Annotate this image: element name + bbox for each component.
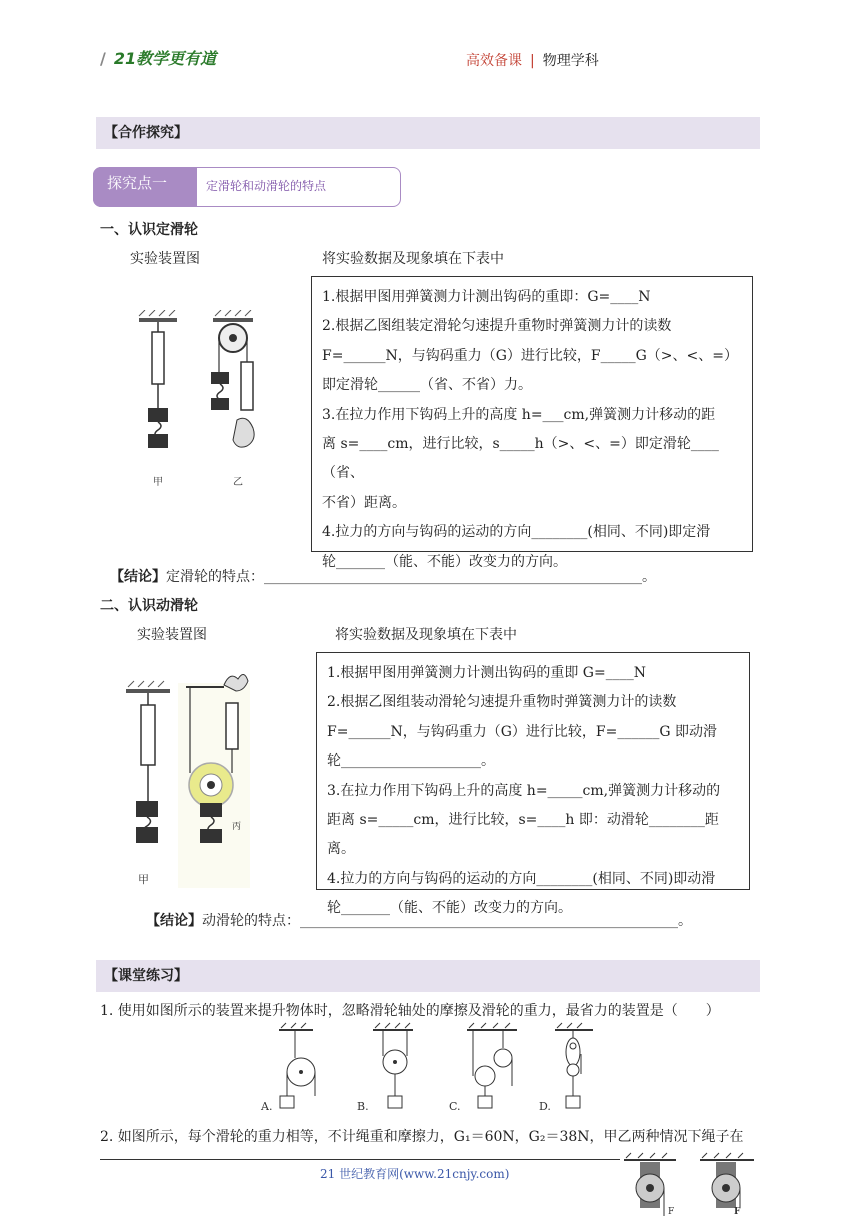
part2-conclusion-label: 【结论】 — [146, 913, 202, 929]
header-right-tag: 物理学科 — [542, 53, 599, 69]
part1-line-9: 轮_______（能、不能）改变力的方向。 — [322, 553, 567, 570]
question-2: 2. 如图所示，每个滑轮的重力相等，不计绳重和摩擦力，G₁＝60N，G₂＝38N，甲乙两种情况下绳子在 — [100, 1129, 744, 1145]
part2-line-1: 1.根据甲图用弹簧测力计测出钩码的重即 G=____N — [327, 665, 646, 681]
logo-text: 21教学更有道 — [113, 49, 217, 68]
explore-point-label: 探究点一 — [93, 167, 197, 207]
part1-line-1: 1.根据甲图用弹簧测力计测出钩码的重即：G=____N — [322, 289, 651, 305]
header-tags — [466, 50, 599, 70]
fig2-jia-apparatus — [126, 681, 170, 843]
part2-line-4: 轮____________________。 — [327, 753, 495, 770]
part2-data-box — [316, 652, 750, 917]
q1-option-b: B. — [357, 1100, 369, 1113]
part1-line-5: 3.在拉力作用下钩码上升的高度 h=___cm,弹簧测力计移动的距 — [322, 406, 716, 423]
section-band-practice: 【课堂练习】 — [96, 960, 760, 992]
q1-option-a-apparatus — [279, 1023, 315, 1108]
part1-line-2: 2.根据乙图组装定滑轮匀速提升重物时弹簧测力计的读数 — [322, 318, 672, 335]
fig1-jia-apparatus — [139, 310, 177, 448]
part1-heading: 一、认识定滑轮 — [100, 222, 198, 238]
part1-left-label: 实验装置图 — [130, 251, 200, 267]
q1-option-c-apparatus — [467, 1023, 517, 1108]
part2-line-6: 距离 s=_____cm，进行比较，s=____h 即：动滑轮________距离。 — [327, 812, 719, 858]
fig2-label-jia: 甲 — [138, 873, 149, 886]
footer-text: 21 世纪教育网(www.21cnjy.com) — [320, 1167, 510, 1181]
part1-right-label: 将实验数据及现象填在下表中 — [322, 251, 504, 267]
part2-heading: 二、认识动滑轮 — [100, 598, 198, 614]
part2-line-5: 3.在拉力作用下钩码上升的高度 h=_____cm,弹簧测力计移动的 — [327, 782, 721, 799]
q1-option-c: C. — [449, 1100, 461, 1113]
question-2-figures — [620, 1152, 770, 1216]
part2-line-3: F=______N，与钩码重力（G）进行比较，F=______G 即动滑 — [327, 723, 717, 740]
logo-slash: / — [100, 49, 106, 68]
part1-line-4: 即定滑轮______（省、不省）力。 — [322, 377, 532, 394]
part2-conclusion-text: 动滑轮的特点：______________________________________________________。 — [202, 913, 692, 929]
logo — [100, 46, 216, 69]
header-separator: | — [530, 53, 535, 69]
q1-option-b-apparatus — [373, 1023, 413, 1108]
part1-conclusion-label: 【结论】 — [110, 569, 166, 585]
part1-data-box — [311, 276, 753, 570]
part2-line-7: 4.拉力的方向与钩码的运动的方向________(相同、不同)即动滑 — [327, 870, 716, 887]
question-1-figures — [255, 1022, 605, 1114]
section-band-cooperation: 【合作探究】 — [96, 117, 760, 149]
movable-pulley-figure — [120, 665, 270, 890]
explore-point-subtitle: 定滑轮和动滑轮的特点 — [206, 179, 327, 193]
part2-left-label: 实验装置图 — [137, 627, 207, 643]
part1-conclusion — [110, 566, 656, 586]
explore-point-tag — [93, 167, 401, 207]
q1-option-a: A. — [261, 1100, 273, 1113]
q1-option-d: D. — [539, 1100, 551, 1113]
q1-option-d-apparatus — [555, 1023, 593, 1108]
question-1: 1. 使用如图所示的装置来提升物体时，忽略滑轮轴处的摩擦及滑轮的重力，最省力的装置是（ ） — [100, 1003, 720, 1019]
part2-line-8: 轮_______（能、不能）改变力的方向。 — [327, 900, 572, 917]
footer-divider — [100, 1159, 620, 1160]
part1-line-7: 不省）距离。 — [322, 494, 406, 511]
part2-conclusion — [146, 910, 692, 930]
part2-line-2: 2.根据乙图组装动滑轮匀速提升重物时弹簧测力计的读数 — [327, 694, 677, 711]
part1-line-3: F=______N，与钩码重力（G）进行比较，F_____G（>、<、=） — [322, 347, 738, 364]
q2-fig-2-apparatus — [700, 1153, 754, 1208]
q2-fig-2-force-label: F — [734, 1207, 741, 1216]
fixed-pulley-figure — [125, 310, 275, 490]
fig1-label-yi: 乙 — [233, 477, 243, 488]
fig2-bing-apparatus — [178, 674, 250, 888]
part2-right-label: 将实验数据及现象填在下表中 — [335, 627, 517, 643]
q2-fig-1-force-label: F — [668, 1207, 675, 1216]
header-left-tag: 高效备课 — [466, 53, 522, 69]
part1-line-6: 离 s=____cm，进行比较，s_____h（>、<、=）即定滑轮____（省、 — [322, 436, 719, 482]
fig1-label-jia: 甲 — [153, 477, 163, 488]
fig1-yi-apparatus — [211, 310, 254, 447]
part1-line-8: 4.拉力的方向与钩码的运动的方向________(相同、不同)即定滑 — [322, 524, 711, 541]
fig2-label-bing: 丙 — [232, 822, 242, 832]
part1-conclusion-text: 定滑轮的特点：______________________________________________________。 — [166, 569, 656, 585]
